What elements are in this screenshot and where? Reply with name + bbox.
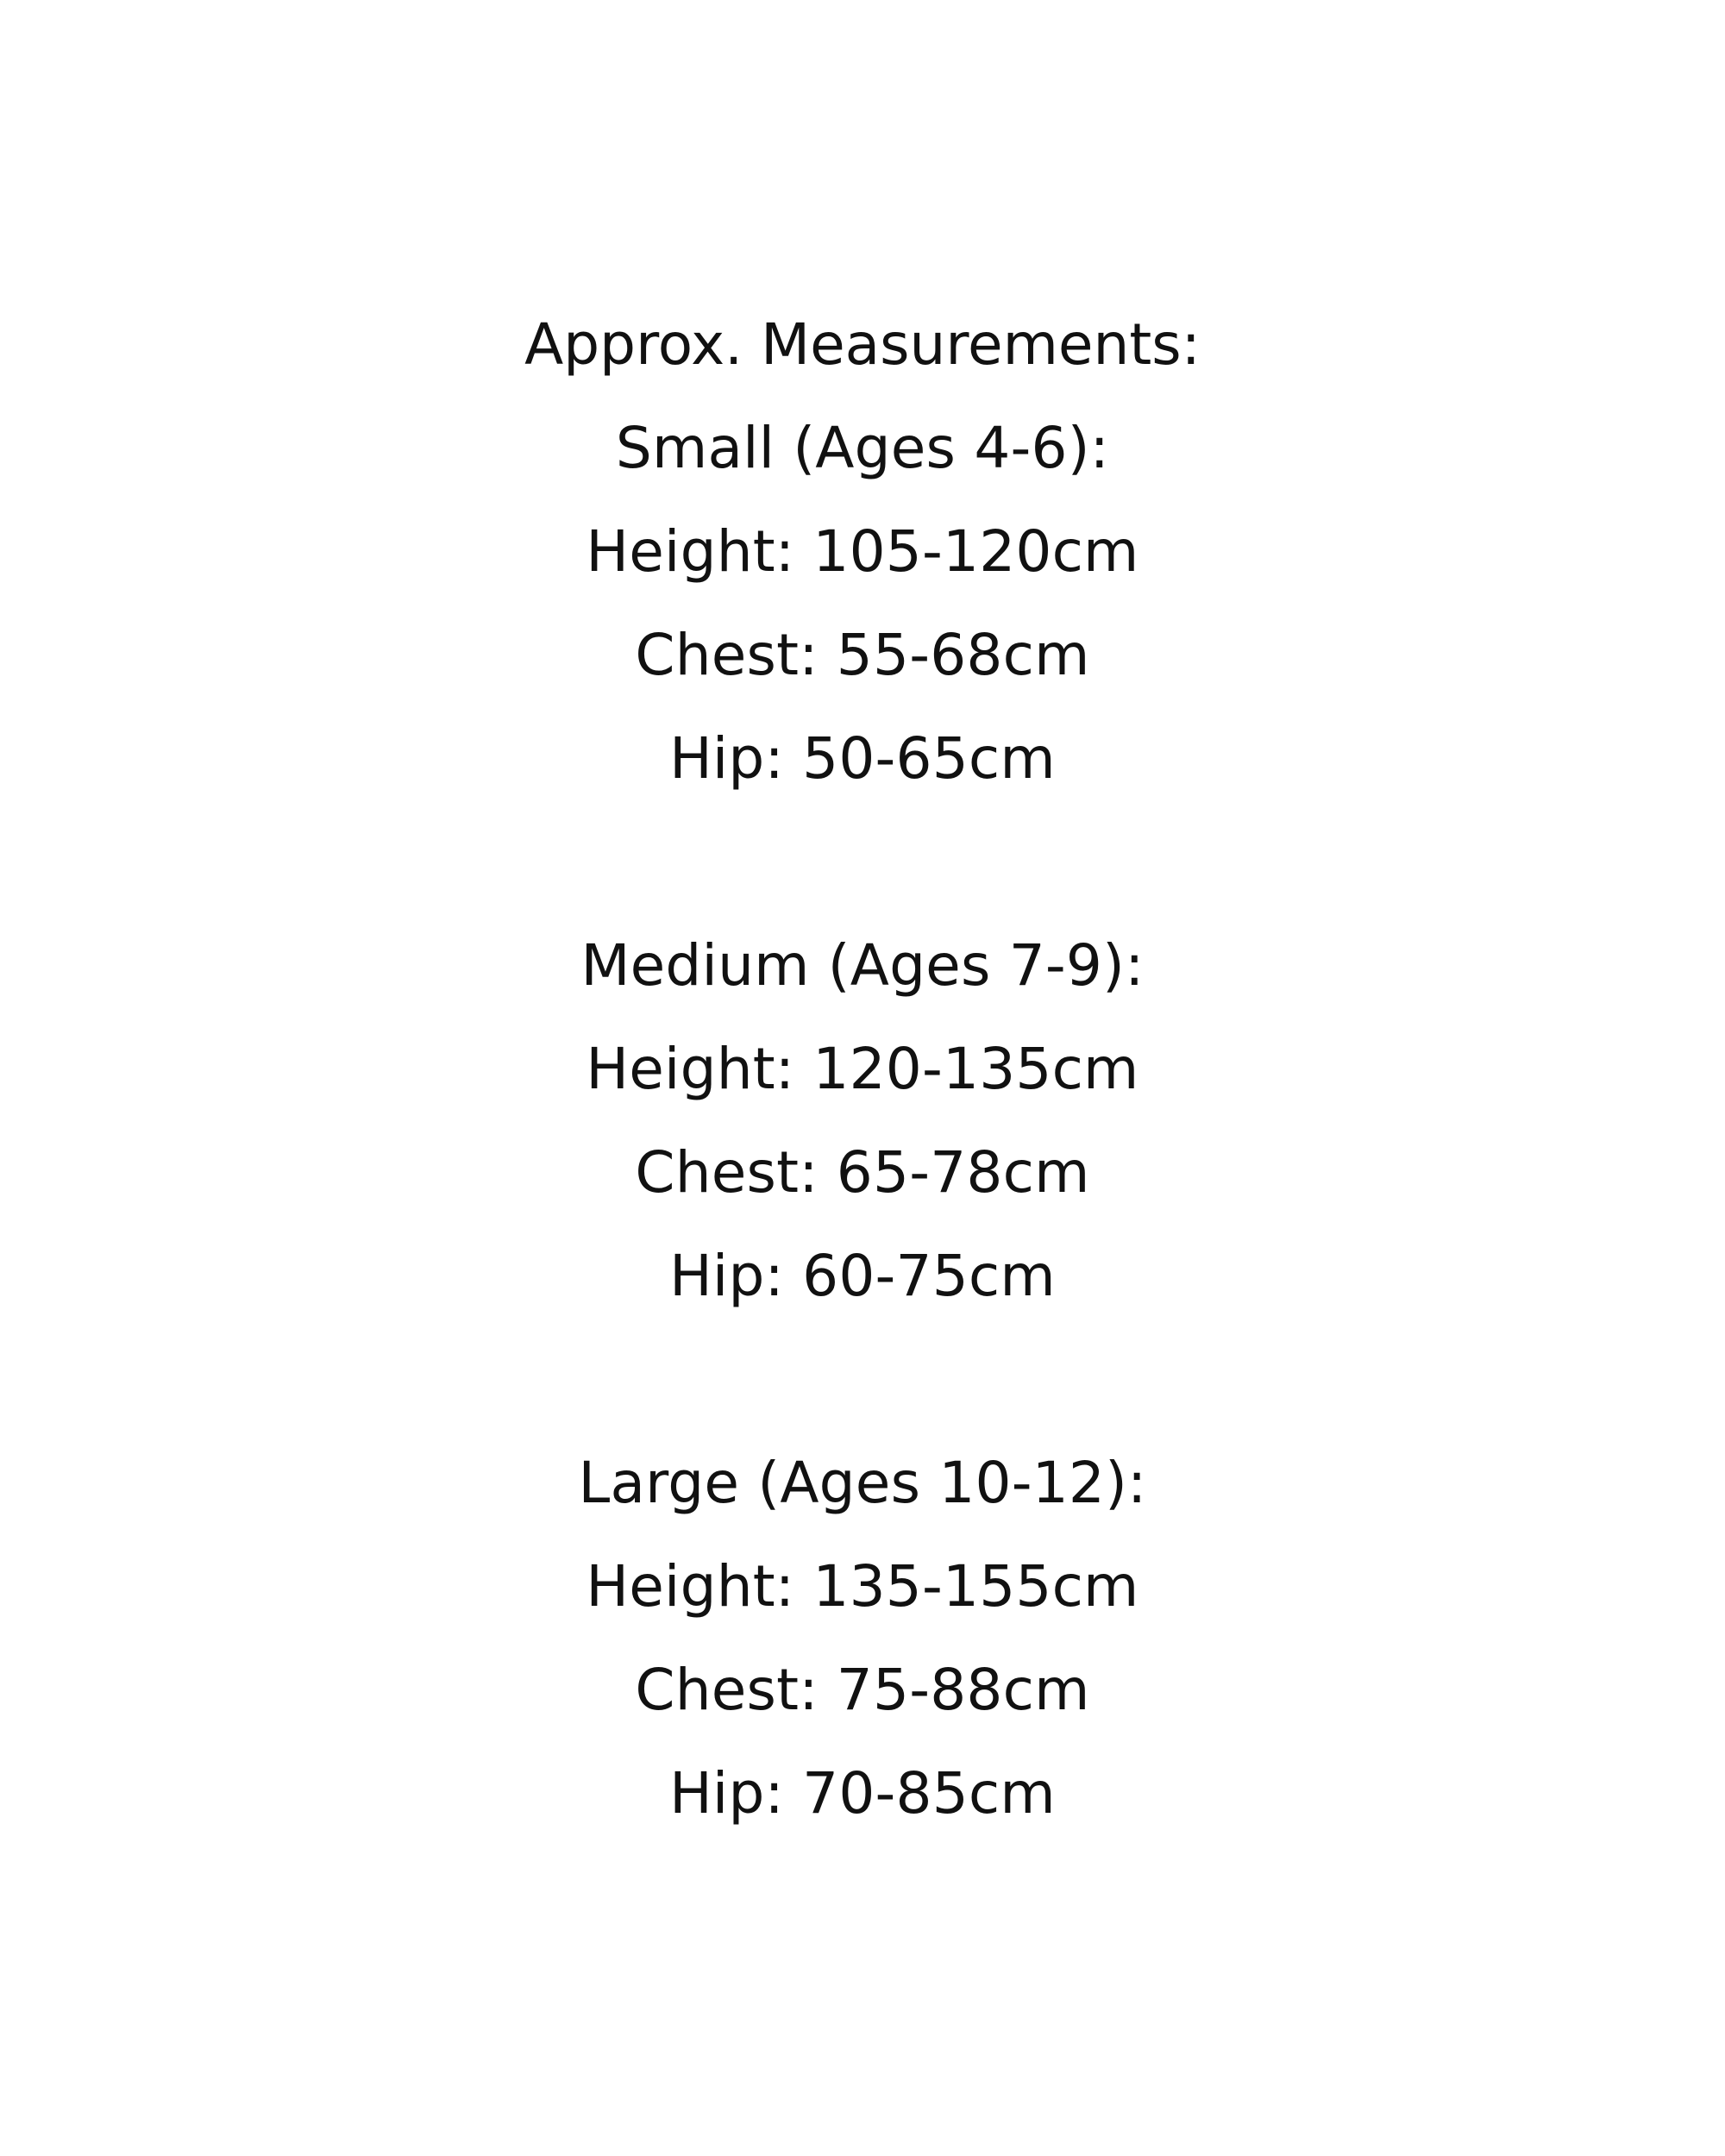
size-group-large [579,1432,1147,1846]
size-group-large-height: Height: 135-155cm [586,1553,1139,1620]
size-group-small-height: Height: 105-120cm [586,518,1139,585]
size-group-medium-hip: Hip: 60-75cm [669,1243,1056,1309]
size-group-small-name: Small (Ages 4-6): [615,415,1110,481]
size-group-small-chest: Chest: 55-68cm [635,622,1090,688]
page-title: Approx. Measurements: [524,311,1201,378]
size-group-large-name: Large (Ages 10-12): [578,1450,1147,1516]
size-group-medium-height: Height: 120-135cm [586,1036,1139,1102]
size-group-medium-chest: Chest: 65-78cm [635,1139,1090,1206]
size-group-medium [580,914,1144,1328]
size-group-small [586,397,1138,811]
size-group-medium-name: Medium (Ages 7-9): [580,932,1145,999]
size-group-small-hip: Hip: 50-65cm [669,725,1056,792]
size-group-large-chest: Chest: 75-88cm [635,1657,1090,1723]
size-group-large-hip: Hip: 70-85cm [669,1760,1056,1827]
